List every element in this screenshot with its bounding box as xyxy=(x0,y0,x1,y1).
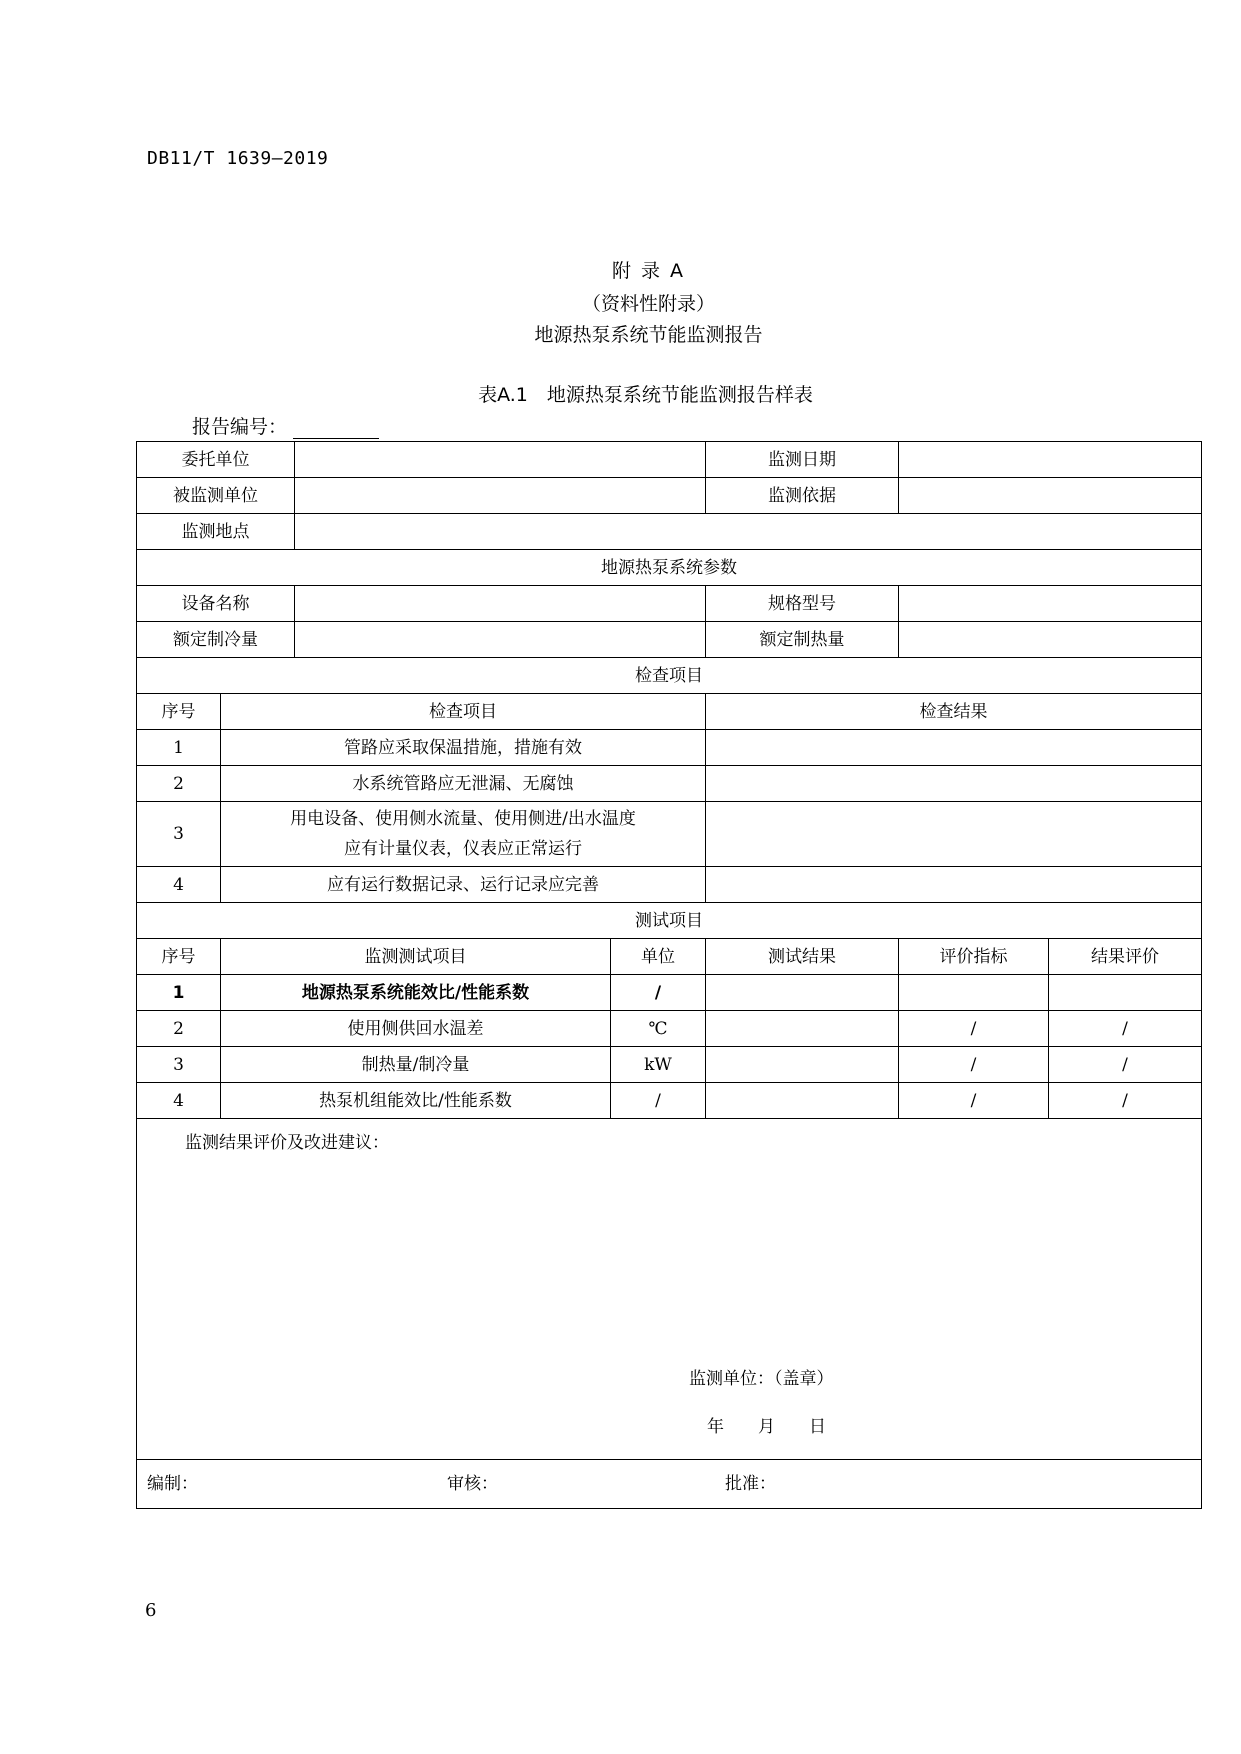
inspection-item: 应有运行数据记录、运行记录应完善 xyxy=(221,867,706,903)
test-item: 制热量/制冷量 xyxy=(221,1047,611,1083)
location-label: 监测地点 xyxy=(137,514,295,550)
monitored-unit-value[interactable] xyxy=(295,478,706,514)
conclusion-date xyxy=(707,1411,860,1443)
table-caption: 表A.1 地源热泵系统节能监测报告样表 xyxy=(478,384,813,406)
appendix-subtitle: （资料性附录） xyxy=(581,293,715,315)
test-unit: / xyxy=(611,1083,706,1119)
table-row xyxy=(137,1083,1202,1119)
date-label: 监测日期 xyxy=(706,442,899,478)
report-number-blank[interactable] xyxy=(293,418,379,439)
tests-col-unit: 单位 xyxy=(611,939,706,975)
table-row xyxy=(137,867,1202,903)
tests-heading: 测试项目 xyxy=(137,903,1202,939)
test-index: / xyxy=(899,1047,1049,1083)
equipment-value[interactable] xyxy=(295,586,706,622)
table-row xyxy=(137,442,1202,478)
table-row xyxy=(137,514,1202,550)
inspection-item: 管路应采取保温措施，措施有效 xyxy=(221,730,706,766)
test-index: / xyxy=(899,1083,1049,1119)
inspection-result[interactable] xyxy=(706,766,1202,802)
date-year: 年 xyxy=(707,1417,724,1437)
heating-value[interactable] xyxy=(899,622,1202,658)
inspection-result[interactable] xyxy=(706,730,1202,766)
table-row xyxy=(137,550,1202,586)
client-value[interactable] xyxy=(295,442,706,478)
tests-col-no: 序号 xyxy=(137,939,221,975)
test-result[interactable] xyxy=(706,1083,899,1119)
appendix-name: 地源热泵系统节能监测报告 xyxy=(534,324,763,346)
inspection-no: 2 xyxy=(137,766,221,802)
basis-value[interactable] xyxy=(899,478,1202,514)
conclusion-row xyxy=(137,1119,1202,1460)
test-index: / xyxy=(899,1011,1049,1047)
test-unit: / xyxy=(611,975,706,1011)
test-unit: ℃ xyxy=(611,1011,706,1047)
test-index[interactable] xyxy=(899,975,1049,1011)
tests-col-item: 监测测试项目 xyxy=(221,939,611,975)
table-row xyxy=(137,802,1202,867)
cooling-label: 额定制冷量 xyxy=(137,622,295,658)
table-row xyxy=(137,622,1202,658)
inspection-item-line: 应有计量仪表，仪表应正常运行 xyxy=(344,839,582,859)
inspection-no: 1 xyxy=(137,730,221,766)
inspection-heading: 检查项目 xyxy=(137,658,1202,694)
table-row xyxy=(137,1047,1202,1083)
page-number: 6 xyxy=(145,1600,157,1621)
inspection-item: 水系统管路应无泄漏、无腐蚀 xyxy=(221,766,706,802)
appendix-title: 附 录 A xyxy=(611,260,686,282)
model-value[interactable] xyxy=(899,586,1202,622)
prepared-by-label: 编制： xyxy=(147,1474,198,1494)
standard-code: DB11/T 1639—2019 xyxy=(147,148,329,169)
table-row xyxy=(137,975,1202,1011)
test-eval: / xyxy=(1049,1011,1202,1047)
signature-cell xyxy=(137,1460,1202,1509)
basis-label: 监测依据 xyxy=(706,478,899,514)
inspection-col-no: 序号 xyxy=(137,694,221,730)
test-item: 热泵机组能效比/性能系数 xyxy=(221,1083,611,1119)
inspection-no: 4 xyxy=(137,867,221,903)
inspection-col-result: 检查结果 xyxy=(706,694,1202,730)
heating-label: 额定制热量 xyxy=(706,622,899,658)
test-no: 3 xyxy=(137,1047,221,1083)
signature-row xyxy=(137,1460,1202,1509)
tests-col-index: 评价指标 xyxy=(899,939,1049,975)
test-eval: / xyxy=(1049,1047,1202,1083)
table-row xyxy=(137,586,1202,622)
test-item: 地源热泵系统能效比/性能系数 xyxy=(221,975,611,1011)
conclusion-cell[interactable] xyxy=(137,1119,1202,1460)
table-row xyxy=(137,730,1202,766)
test-result[interactable] xyxy=(706,1011,899,1047)
system-params-heading: 地源热泵系统参数 xyxy=(137,550,1202,586)
table-row xyxy=(137,478,1202,514)
inspection-item xyxy=(221,802,706,867)
table-row xyxy=(137,766,1202,802)
conclusion-unit-stamp: 监测单位：（盖章） xyxy=(689,1369,834,1389)
test-eval: / xyxy=(1049,1083,1202,1119)
monitored-unit-label: 被监测单位 xyxy=(137,478,295,514)
inspection-no: 3 xyxy=(137,802,221,867)
inspection-item-line: 用电设备、使用侧水流量、使用侧进/出水温度 xyxy=(290,809,636,829)
table-row xyxy=(137,1011,1202,1047)
reviewed-by-label: 审核： xyxy=(447,1474,498,1494)
table-header-row xyxy=(137,939,1202,975)
test-eval[interactable] xyxy=(1049,975,1202,1011)
table-row xyxy=(137,903,1202,939)
tests-col-eval: 结果评价 xyxy=(1049,939,1202,975)
test-no: 1 xyxy=(137,975,221,1011)
inspection-col-item: 检查项目 xyxy=(221,694,706,730)
equipment-label: 设备名称 xyxy=(137,586,295,622)
report-number-label: 报告编号： xyxy=(192,416,288,438)
client-label: 委托单位 xyxy=(137,442,295,478)
conclusion-label: 监测结果评价及改进建议： xyxy=(185,1133,389,1153)
table-row xyxy=(137,658,1202,694)
report-number xyxy=(192,412,379,439)
date-day: 日 xyxy=(809,1417,826,1437)
model-label: 规格型号 xyxy=(706,586,899,622)
test-item: 使用侧供回水温差 xyxy=(221,1011,611,1047)
date-month: 月 xyxy=(758,1417,775,1437)
test-no: 2 xyxy=(137,1011,221,1047)
tests-col-result: 测试结果 xyxy=(706,939,899,975)
test-unit: kW xyxy=(611,1047,706,1083)
test-result[interactable] xyxy=(706,1047,899,1083)
test-result[interactable] xyxy=(706,975,899,1011)
date-value[interactable] xyxy=(899,442,1202,478)
report-table xyxy=(136,441,1159,1509)
table-header-row xyxy=(137,694,1202,730)
cooling-value[interactable] xyxy=(295,622,706,658)
inspection-result[interactable] xyxy=(706,867,1202,903)
test-no: 4 xyxy=(137,1083,221,1119)
approved-by-label: 批准： xyxy=(725,1474,776,1494)
location-value[interactable] xyxy=(295,514,1202,550)
inspection-result[interactable] xyxy=(706,802,1202,867)
